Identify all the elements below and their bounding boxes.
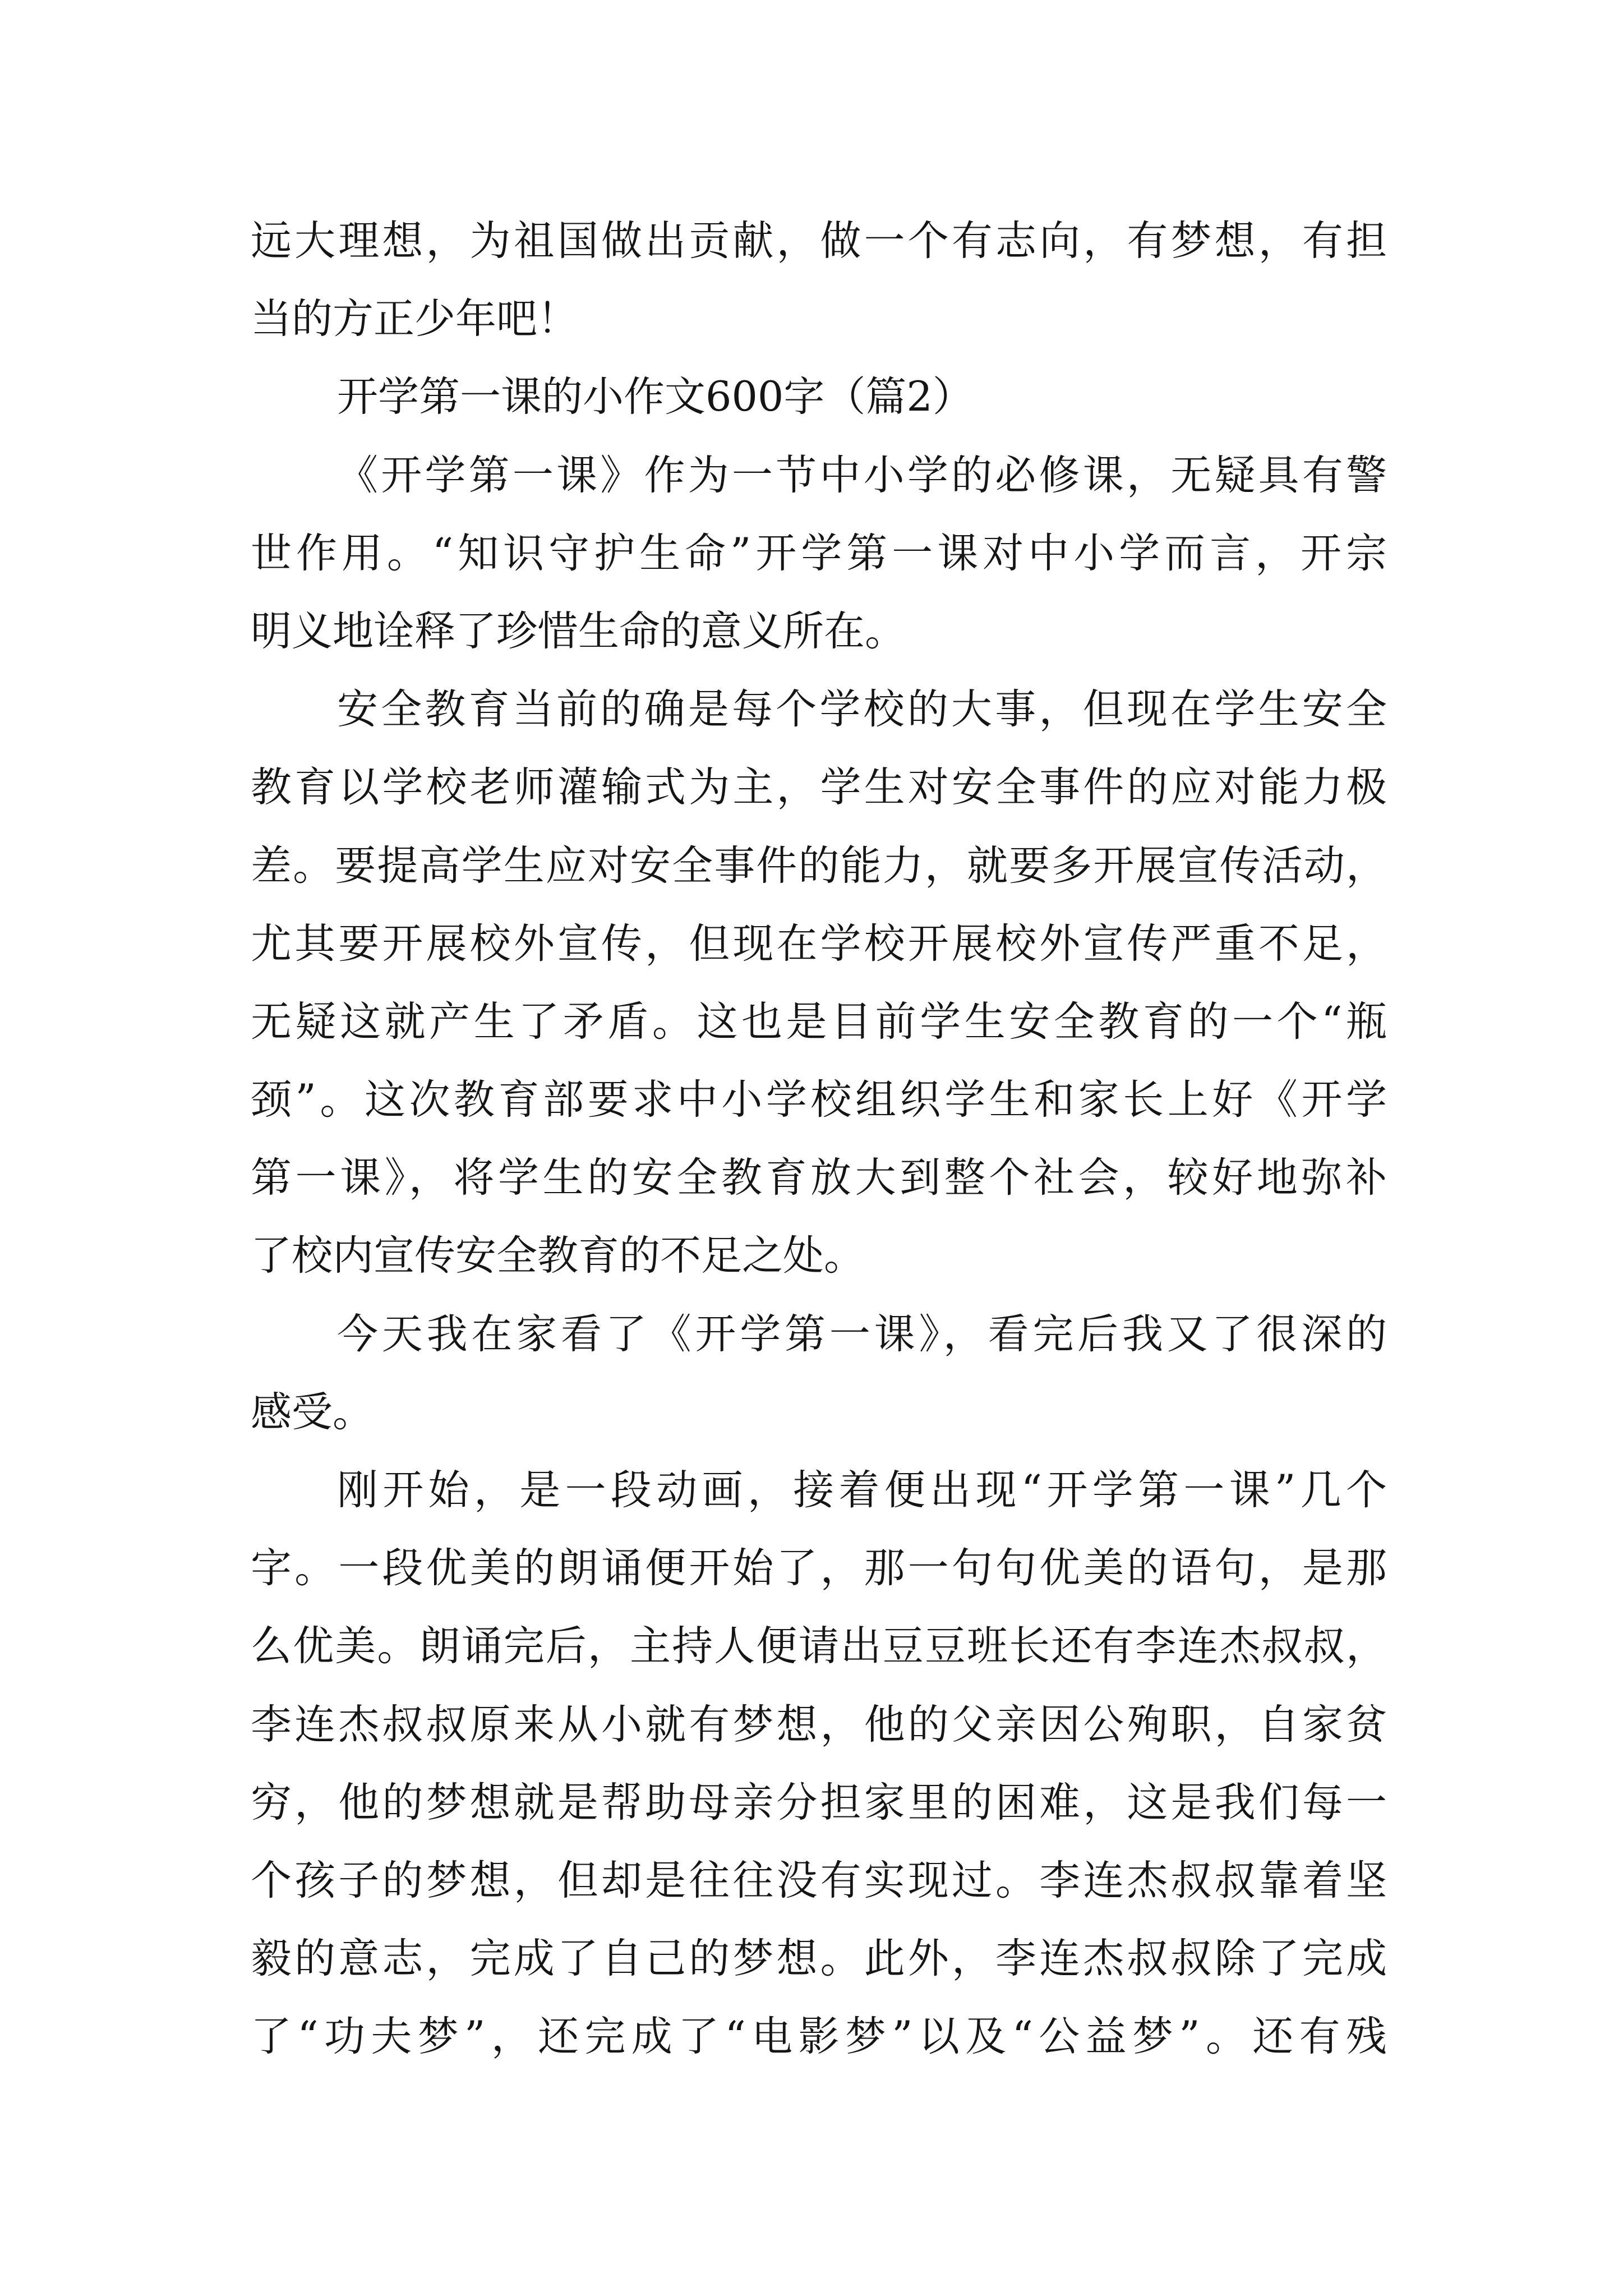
text-line: 了校内宣传安全教育的不足之处。 bbox=[251, 1232, 865, 1280]
text-line: 感受。 bbox=[251, 1388, 374, 1436]
text-line: 个孩子的梦想，但却是往往没有实现过。李连杰叔叔靠着坚 bbox=[251, 1856, 1387, 1904]
text-line: 教育以学校老师灌输式为主，学生对安全事件的应对能力极 bbox=[251, 763, 1387, 812]
text-line: 了“功夫梦”，还完成了“电影梦”以及“公益梦”。还有残 bbox=[251, 2013, 1387, 2061]
section-heading: 开学第一课的小作文600字（篇2） bbox=[337, 373, 974, 421]
text-line: 颈”。这次教育部要求中小学校组织学生和家长上好《开学 bbox=[251, 1076, 1387, 1124]
paragraph bbox=[251, 436, 1387, 671]
text-line: 李连杰叔叔原来从小就有梦想，他的父亲因公殉职，自家贫 bbox=[251, 1700, 1387, 1749]
paragraph bbox=[251, 1451, 1387, 2076]
text-line: 字。一段优美的朗诵便开始了，那一句句优美的语句，是那 bbox=[251, 1544, 1387, 1593]
text-line: 当的方正少年吧！ bbox=[251, 295, 578, 343]
text-line: 么优美。朗诵完后，主持人便请出豆豆班长还有李连杰叔叔， bbox=[251, 1622, 1387, 1671]
text-line: 明义地诠释了珍惜生命的意义所在。 bbox=[251, 607, 906, 655]
text-line: 刚开始，是一段动画，接着便出现“开学第一课”几个 bbox=[337, 1466, 1387, 1514]
text-line: 尤其要开展校外宣传，但现在学校开展校外宣传严重不足， bbox=[251, 919, 1387, 968]
continued-paragraph bbox=[251, 202, 1387, 358]
text-line: 毅的意志，完成了自己的梦想。此外，李连杰叔叔除了完成 bbox=[251, 1935, 1387, 1983]
text-line: 差。要提高学生应对安全事件的能力，就要多开展宣传活动， bbox=[251, 841, 1387, 890]
text-line: 远大理想，为祖国做出贡献，做一个有志向，有梦想，有担 bbox=[251, 217, 1387, 265]
text-line: 无疑这就产生了矛盾。这也是目前学生安全教育的一个“瓶 bbox=[251, 997, 1387, 1046]
paragraph bbox=[251, 670, 1387, 1295]
text-line: 第一课》，将学生的安全教育放大到整个社会，较好地弥补 bbox=[251, 1154, 1387, 1202]
document-body bbox=[251, 202, 1387, 2076]
text-line: 《开学第一课》作为一节中小学的必修课，无疑具有警 bbox=[337, 451, 1387, 499]
text-line: 世作用。“知识守护生命”开学第一课对中小学而言，开宗 bbox=[251, 529, 1387, 577]
text-line: 安全教育当前的确是每个学校的大事，但现在学生安全 bbox=[337, 685, 1387, 734]
paragraph bbox=[251, 1295, 1387, 1451]
text-line: 今天我在家看了《开学第一课》，看完后我又了很深的 bbox=[337, 1310, 1387, 1358]
text-line: 穷，他的梦想就是帮助母亲分担家里的困难，这是我们每一 bbox=[251, 1778, 1387, 1826]
